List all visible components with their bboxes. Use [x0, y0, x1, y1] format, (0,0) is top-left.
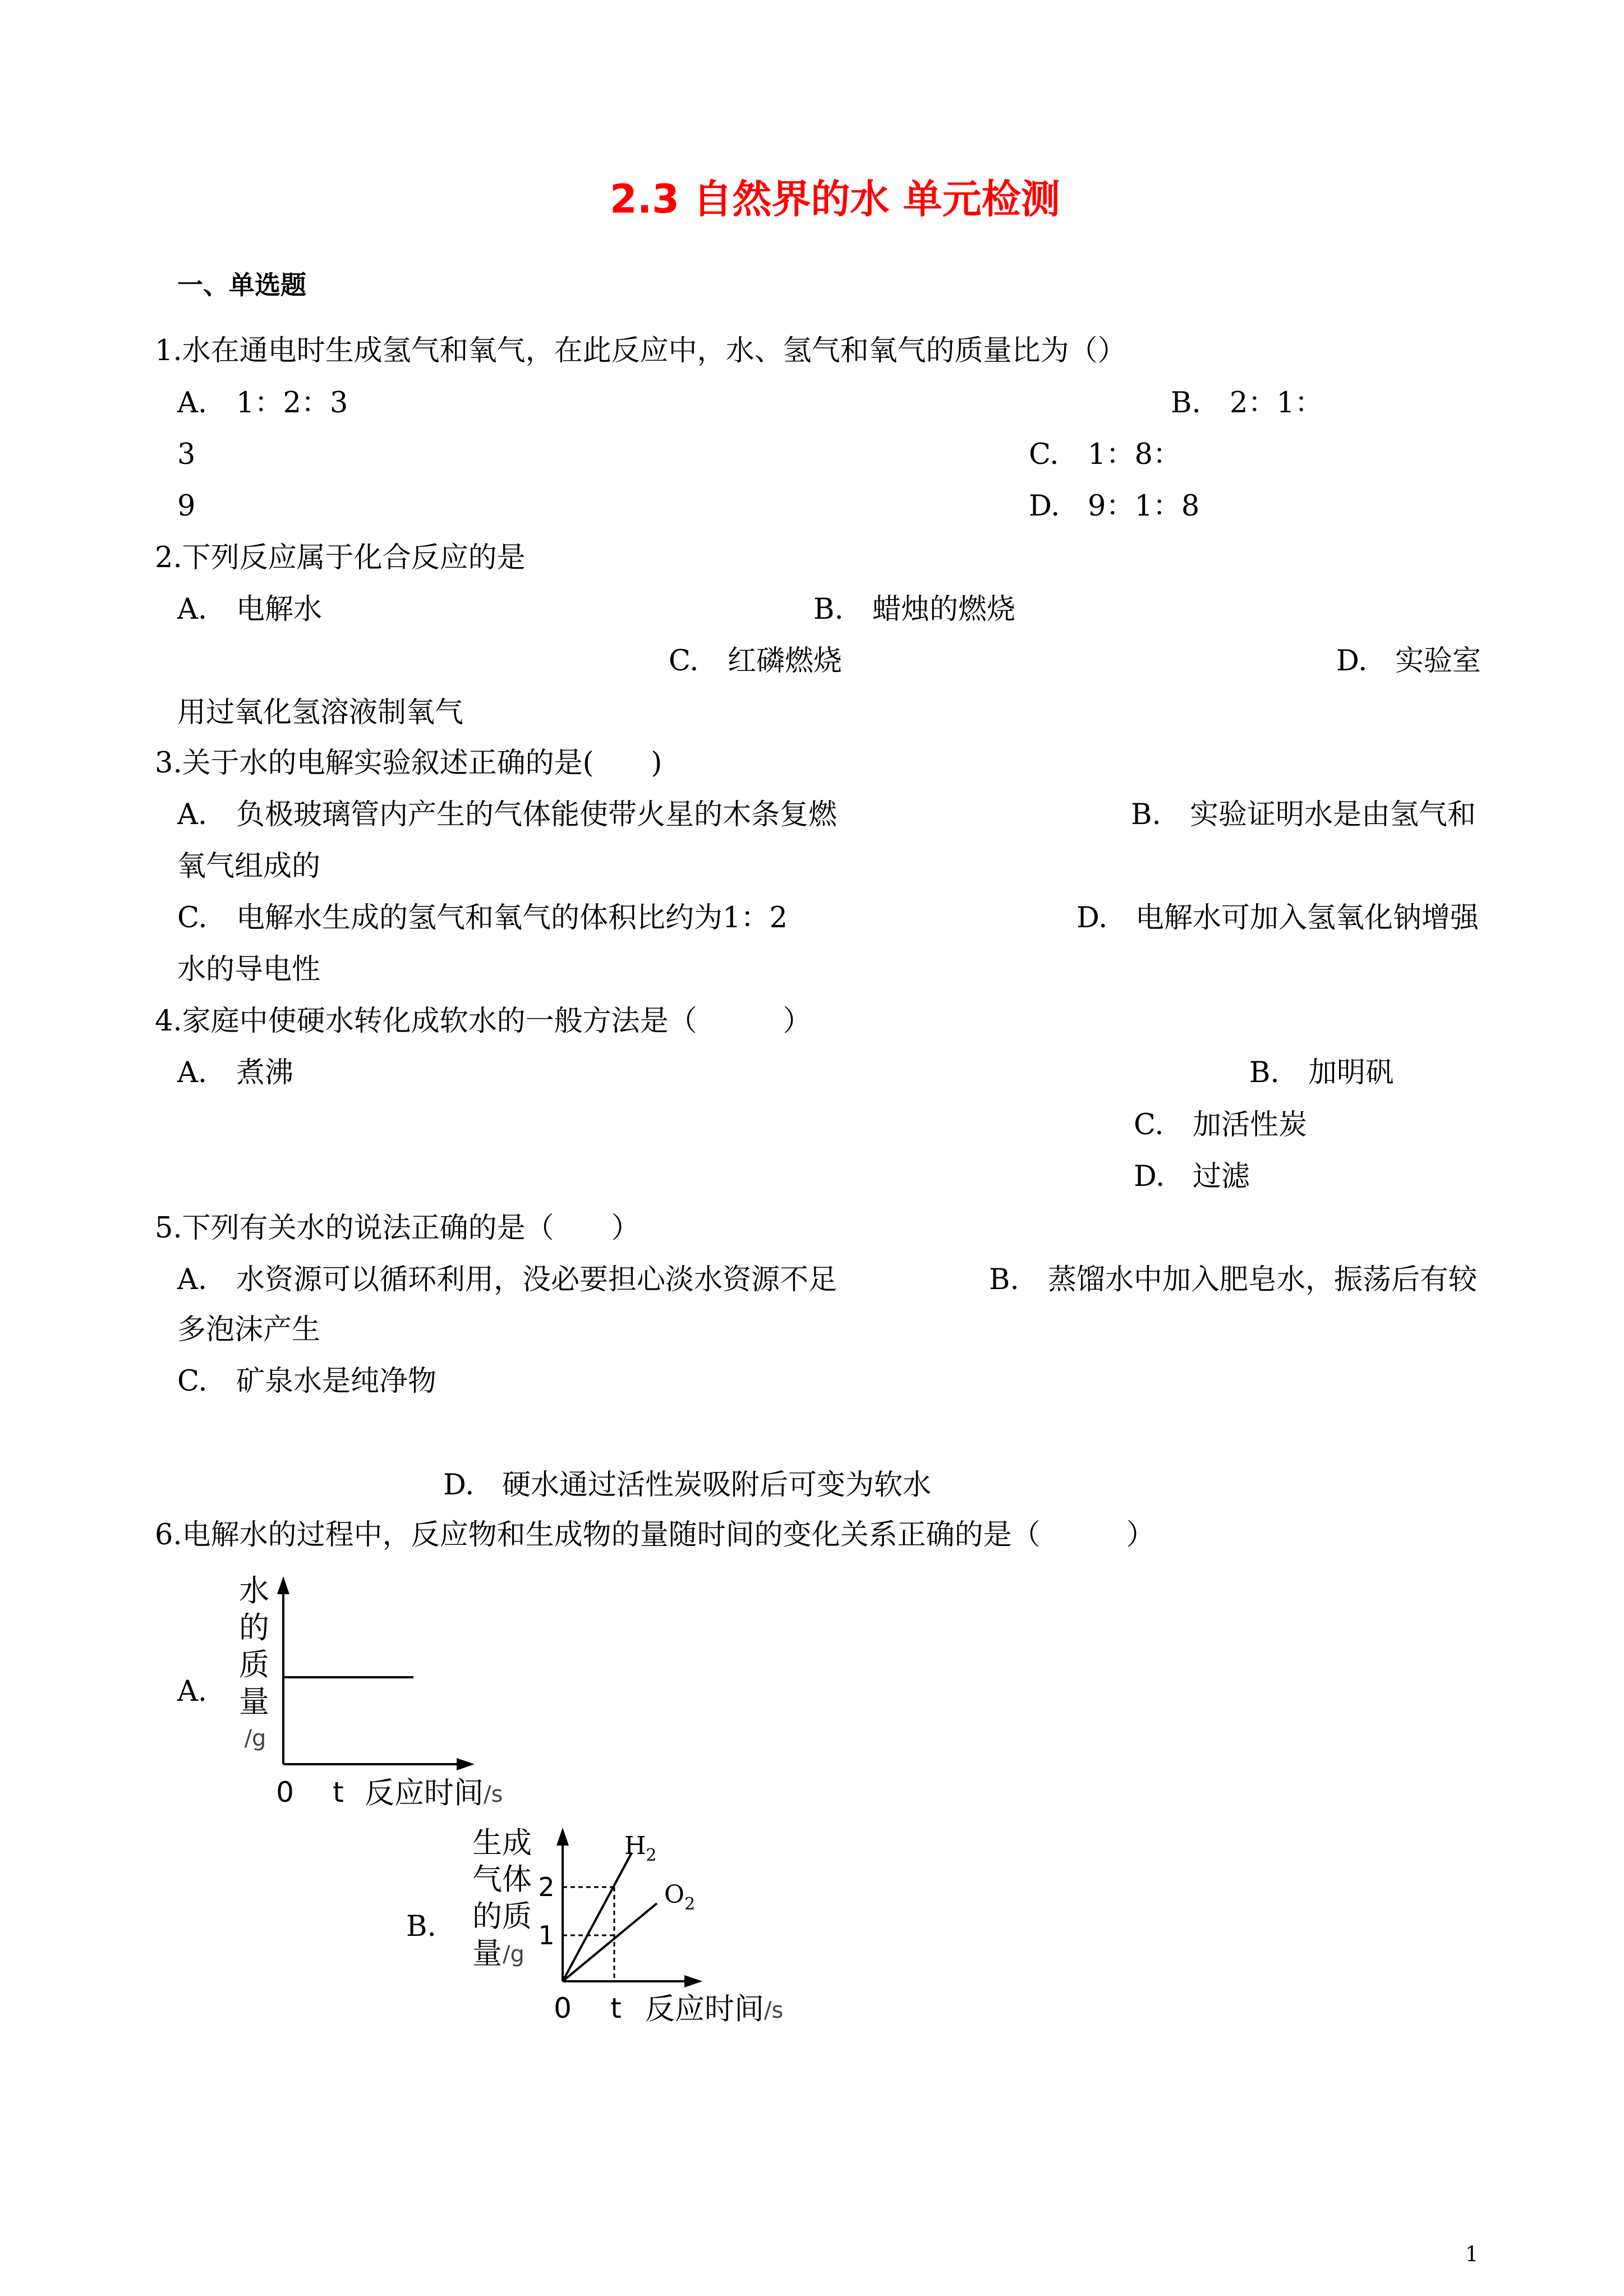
- question-6-option-a-label: A.: [177, 1675, 208, 1708]
- x-axis-arrow: [684, 1975, 702, 1987]
- question-1-option-a: [177, 378, 348, 429]
- option-label: A.: [177, 593, 208, 626]
- option-label: A.: [177, 1056, 208, 1089]
- y-axis-unit: /g: [244, 1726, 266, 1751]
- question-6-option-b-label: B.: [406, 1910, 436, 1943]
- option-text: 实验室: [1395, 645, 1482, 678]
- option-label: C.: [1029, 438, 1059, 471]
- question-5-option-c: [177, 1356, 436, 1407]
- option-text: 加明矾: [1308, 1056, 1395, 1089]
- figure-a-water-mass-graph: [236, 1568, 517, 1815]
- question-6-stem: 6.电解水的过程中，反应物和生成物的量随时间的变化关系正确的是（ ）: [155, 1519, 1155, 1552]
- question-3-option-a: [177, 789, 837, 841]
- time-mark-label: t: [610, 1992, 622, 2024]
- option-text: 煮沸: [236, 1056, 294, 1089]
- y-label-char: 质: [239, 1647, 269, 1682]
- question-1-option-c-continued: 9: [177, 490, 196, 523]
- origin-label: 0: [554, 1992, 572, 2024]
- question-1-option-d: [1029, 481, 1199, 532]
- question-2-option-b: [813, 584, 1015, 636]
- question-2-option-a: [177, 584, 322, 636]
- option-label: A.: [177, 798, 208, 831]
- section-heading: 一、单选题: [177, 270, 306, 300]
- question-2-option-c: [669, 636, 842, 687]
- option-label: C.: [177, 1365, 208, 1398]
- option-text: 红磷燃烧: [728, 645, 843, 678]
- option-text: 蜡烛的燃烧: [872, 593, 1016, 626]
- question-1-option-b-continued: 3: [177, 438, 196, 471]
- x-axis-unit: /s: [484, 1782, 503, 1807]
- series-label-base: H: [624, 1832, 646, 1860]
- h2-series-label: [624, 1832, 656, 1865]
- option-text: 蒸馏水中加入肥皂水，振荡后有较: [1048, 1263, 1478, 1296]
- option-label: D.: [443, 1469, 475, 1502]
- question-1-option-b: [1171, 378, 1323, 429]
- question-2-stem: 2.下列反应属于化合反应的是: [155, 541, 526, 574]
- h2-line: [563, 1853, 632, 1981]
- x-axis-arrow: [457, 1758, 475, 1770]
- x-axis-label: 反应时间: [645, 1992, 764, 2026]
- series-label-base: O: [664, 1880, 685, 1909]
- option-label: B.: [1131, 798, 1161, 831]
- option-label: C.: [177, 901, 208, 935]
- option-text: 2：1：: [1230, 386, 1323, 420]
- option-text: 负极玻璃管内产生的气体能使带火星的木条复燃: [236, 798, 838, 831]
- y-tick-label: 2: [538, 1872, 555, 1902]
- option-text: 过滤: [1193, 1160, 1250, 1193]
- y-axis-arrow: [556, 1828, 569, 1846]
- x-axis-label: 反应时间: [365, 1776, 484, 1810]
- option-text: 电解水可加入氢氧化钠增强: [1135, 901, 1479, 935]
- page-title: 2.3 自然界的水 单元检测: [610, 176, 1060, 222]
- series-label-subscript: 2: [684, 1894, 696, 1914]
- option-text: 实验证明水是由氢气和: [1190, 798, 1476, 831]
- y-label-char: 水: [239, 1573, 269, 1608]
- o2-line: [563, 1903, 657, 1981]
- series-label-subscript: 2: [646, 1846, 657, 1865]
- y-label-row: 生成: [472, 1826, 532, 1860]
- question-3-option-b: [1131, 789, 1476, 841]
- option-text: 电解水: [236, 593, 323, 626]
- option-label: B.: [1171, 386, 1201, 420]
- question-5-option-d: [443, 1460, 931, 1511]
- y-label-char: 量: [239, 1684, 269, 1719]
- option-label: D.: [1336, 645, 1368, 678]
- figure-b-y-axis-label: [472, 1826, 532, 1971]
- option-label: D.: [1029, 490, 1060, 523]
- y-axis-arrow: [277, 1576, 289, 1594]
- time-mark-label: t: [333, 1776, 344, 1809]
- question-3-stem: 3.关于水的电解实验叙述正确的是( ): [155, 747, 663, 780]
- question-3-option-d: [1076, 892, 1479, 944]
- question-1-option-c: [1029, 429, 1181, 481]
- option-label: A.: [177, 1263, 208, 1296]
- option-text: 电解水生成的氢气和氧气的体积比约为1：2: [236, 901, 788, 935]
- option-label: D.: [1076, 901, 1108, 935]
- question-3-option-d-continued: 水的导电性: [177, 953, 321, 986]
- question-4-stem: 4.家庭中使硬水转化成软水的一般方法是（ ）: [155, 1005, 812, 1038]
- o2-series-label: [664, 1880, 695, 1914]
- option-text: 加活性炭: [1193, 1108, 1308, 1142]
- option-label: B.: [813, 593, 844, 626]
- y-label-row: 的质: [472, 1899, 532, 1934]
- question-1-stem: 1.水在通电时生成氢气和氧气，在此反应中，水、氢气和氧气的质量比为（）: [155, 334, 1126, 367]
- option-label: D.: [1134, 1160, 1165, 1193]
- option-text: 硬水通过活性炭吸附后可变为软水: [502, 1469, 932, 1502]
- question-4-option-a: [177, 1047, 293, 1099]
- y-label-row: 气体: [472, 1862, 532, 1897]
- option-label: A.: [177, 386, 208, 420]
- y-tick-label: 1: [538, 1920, 555, 1950]
- option-text: 水资源可以循环利用，没必要担心淡水资源不足: [236, 1263, 838, 1296]
- question-3-option-b-continued: 氧气组成的: [177, 850, 321, 883]
- question-5-option-b-continued: 多泡沫产生: [177, 1313, 321, 1346]
- question-4-option-b: [1249, 1047, 1394, 1099]
- option-text: 9：1：8: [1088, 490, 1200, 523]
- option-label: B.: [989, 1263, 1019, 1296]
- option-text: 矿泉水是纯净物: [236, 1365, 437, 1398]
- question-5-option-b: [989, 1254, 1477, 1306]
- question-5-stem: 5.下列有关水的说法正确的是（ ）: [155, 1212, 640, 1245]
- question-2-option-d: [1336, 636, 1481, 687]
- question-3-option-c: [177, 892, 788, 944]
- figure-b-gas-mass-graph: [466, 1818, 791, 2031]
- origin-label: 0: [276, 1776, 294, 1809]
- question-5-option-a: [177, 1254, 837, 1306]
- question-4-option-c: [1134, 1099, 1307, 1151]
- option-label: B.: [1249, 1056, 1280, 1089]
- option-text: 1：2：3: [236, 386, 348, 420]
- option-text: 1：8：: [1088, 438, 1181, 471]
- option-label: C.: [669, 645, 699, 678]
- y-label-row: 量: [472, 1936, 502, 1971]
- page-number: 1: [1465, 2242, 1479, 2266]
- x-axis-unit: /s: [764, 1998, 784, 2023]
- y-label-char: 的: [239, 1610, 269, 1645]
- figure-a-y-axis-label: [239, 1573, 269, 1751]
- question-2-option-d-continued: 用过氧化氢溶液制氧气: [177, 696, 464, 729]
- option-label: C.: [1134, 1108, 1164, 1142]
- question-4-option-d: [1134, 1151, 1250, 1203]
- y-axis-unit: /g: [503, 1941, 525, 1967]
